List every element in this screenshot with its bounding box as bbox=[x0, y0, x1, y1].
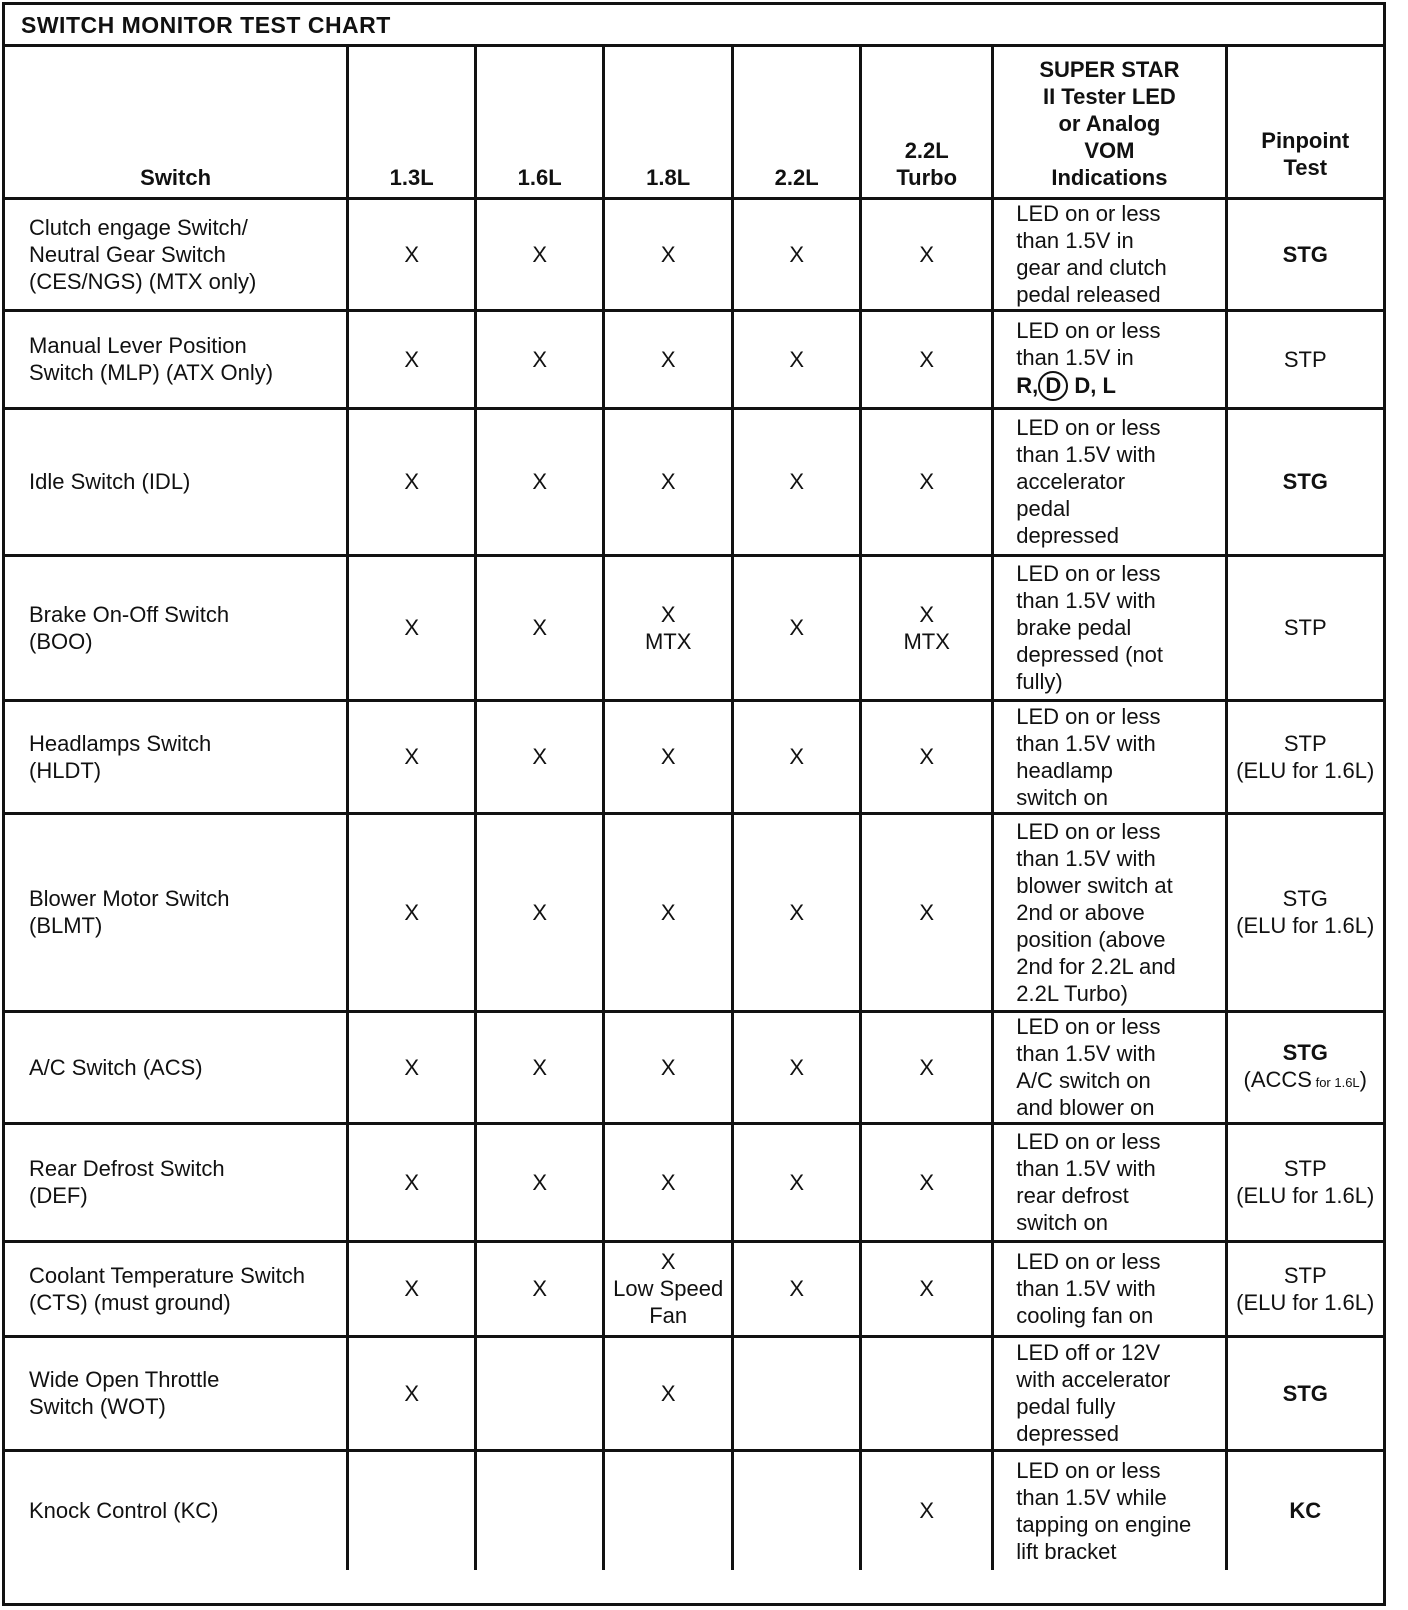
led-indication-cell bbox=[993, 1241, 1226, 1336]
applies-mark: X bbox=[404, 346, 420, 372]
pinpoint-test-cell bbox=[1226, 1450, 1383, 1570]
applies-mark: X bbox=[660, 346, 676, 372]
switch-name-cell bbox=[5, 1123, 348, 1241]
pinpoint-line: STG bbox=[1282, 241, 1328, 267]
header-switch: Switch bbox=[5, 47, 348, 198]
led-indication-line: 2nd or above bbox=[1016, 899, 1145, 925]
switch-name-line: (BOO) bbox=[29, 628, 93, 654]
led-indication-line: switch on bbox=[1016, 1210, 1108, 1235]
applies-mark: X bbox=[532, 1276, 547, 1301]
switch-name-line: Coolant Temperature Switch bbox=[29, 1262, 305, 1288]
engine-cell-2-2l bbox=[733, 1241, 861, 1336]
led-indication-line: A/C switch on bbox=[1016, 1068, 1151, 1093]
led-indication-line: lift bracket bbox=[1016, 1538, 1117, 1564]
header-line: Indications bbox=[1051, 164, 1168, 190]
pinpoint-test-cell bbox=[1226, 198, 1383, 310]
applies-mark: X bbox=[404, 1054, 420, 1080]
header-row bbox=[5, 47, 1383, 198]
switch-name-line: (BLMT) bbox=[29, 913, 103, 938]
header-pinpoint-test bbox=[1226, 47, 1383, 198]
gear-before: R, bbox=[1016, 373, 1039, 398]
switch-name-line: Neutral Gear Switch bbox=[29, 241, 226, 267]
switch-name-cell bbox=[5, 408, 348, 555]
switch-name-cell bbox=[5, 310, 348, 408]
header-line: II Tester LED bbox=[1042, 83, 1176, 109]
engine-cell-1-6l bbox=[476, 1241, 604, 1336]
switch-name-cell bbox=[5, 700, 348, 813]
engine-cell-1-8l bbox=[604, 555, 733, 700]
led-indication-line: than 1.5V with bbox=[1016, 730, 1156, 756]
led-indication-line: LED on or less bbox=[1016, 415, 1161, 440]
applies-mark: X bbox=[660, 1380, 676, 1406]
switch-table bbox=[5, 47, 1383, 1570]
table-row bbox=[5, 1241, 1383, 1336]
led-indication-line: 2.2L Turbo) bbox=[1016, 980, 1128, 1006]
engine-cell-1-8l bbox=[604, 310, 733, 408]
engine-cell-1-3l bbox=[348, 555, 476, 700]
header-line: Turbo bbox=[896, 164, 958, 190]
switch-name-line: Brake On-Off Switch bbox=[29, 601, 230, 627]
switch-name-line: Headlamps Switch bbox=[29, 730, 212, 756]
led-indication-line: than 1.5V with bbox=[1016, 1276, 1156, 1301]
pinpoint-line: STP bbox=[1283, 346, 1327, 372]
engine-cell-2-2l bbox=[733, 1336, 861, 1450]
engine-cell-2-2l bbox=[733, 555, 861, 700]
applies-mark: X bbox=[919, 241, 935, 267]
engine-cell-1-6l bbox=[476, 1336, 604, 1450]
engine-cell-1-6l bbox=[476, 198, 604, 310]
header-line: 2.2L bbox=[904, 137, 949, 163]
switch-name-cell bbox=[5, 555, 348, 700]
switch-name-cell bbox=[5, 1450, 348, 1570]
applies-mark: X bbox=[919, 1054, 935, 1080]
engine-cell-1-6l bbox=[476, 1011, 604, 1123]
applies-mark: X bbox=[532, 1169, 547, 1195]
applies-mark: X bbox=[404, 899, 420, 925]
engine-cell-2-2l-turbo bbox=[861, 408, 993, 555]
led-indication-line: depressed (not bbox=[1016, 642, 1164, 667]
applies-mark: X bbox=[789, 744, 804, 769]
led-indication-line: rear defrost bbox=[1016, 1183, 1129, 1208]
engine-cell-1-6l bbox=[476, 555, 604, 700]
engine-cell-2-2l-turbo bbox=[861, 1011, 993, 1123]
switch-name-cell bbox=[5, 198, 348, 310]
engine-cell-2-2l-turbo bbox=[861, 1241, 993, 1336]
applies-mark: Low Speed bbox=[613, 1276, 724, 1301]
applies-mark: MTX bbox=[644, 628, 692, 654]
pinpoint-test-cell bbox=[1226, 310, 1383, 408]
led-indication-line: than 1.5V with bbox=[1016, 1041, 1156, 1066]
led-indication-line: gear and clutch bbox=[1016, 255, 1167, 280]
engine-cell-2-2l-turbo bbox=[861, 813, 993, 1011]
led-indication-line: pedal released bbox=[1016, 282, 1161, 307]
applies-mark: X bbox=[532, 899, 547, 925]
engine-cell-2-2l bbox=[733, 700, 861, 813]
engine-cell-1-8l bbox=[604, 1336, 733, 1450]
engine-cell-1-3l bbox=[348, 198, 476, 310]
switch-name-line: Clutch engage Switch/ bbox=[29, 214, 248, 240]
switch-name-line: Manual Lever Position bbox=[29, 333, 247, 358]
led-indication-cell bbox=[993, 1450, 1226, 1570]
pinpoint-line: STG bbox=[1282, 886, 1328, 911]
led-indication-line: 2nd for 2.2L and bbox=[1016, 953, 1176, 979]
applies-mark: X bbox=[660, 1054, 676, 1080]
engine-cell-2-2l bbox=[733, 310, 861, 408]
switch-name-line: Switch (WOT) bbox=[29, 1394, 166, 1419]
applies-mark: Fan bbox=[649, 1303, 688, 1328]
applies-mark: X bbox=[404, 1276, 420, 1301]
circled-gear-d: D bbox=[1038, 371, 1068, 401]
header-line: or Analog bbox=[1058, 110, 1161, 136]
led-indication-line: LED off or 12V bbox=[1016, 1340, 1161, 1365]
applies-mark: X bbox=[789, 1054, 804, 1080]
applies-mark: X bbox=[919, 1498, 935, 1524]
engine-cell-1-3l bbox=[348, 1123, 476, 1241]
switch-name-line: Knock Control (KC) bbox=[29, 1498, 219, 1524]
applies-mark: X bbox=[789, 1276, 804, 1301]
engine-cell-2-2l bbox=[733, 1011, 861, 1123]
pinpoint-line: STG bbox=[1282, 469, 1328, 494]
pinpoint-line: (ELU for 1.6L) bbox=[1236, 913, 1375, 938]
pinpoint-line: STG bbox=[1282, 1039, 1328, 1065]
pinpoint-test-cell bbox=[1226, 1011, 1383, 1123]
led-indication-cell bbox=[993, 1011, 1226, 1123]
pinpoint-line: (ELU for 1.6L) bbox=[1236, 1183, 1375, 1208]
switch-name-line: Idle Switch (IDL) bbox=[29, 469, 191, 494]
applies-mark: X bbox=[532, 1054, 547, 1080]
led-indication-line: than 1.5V with bbox=[1016, 442, 1156, 467]
applies-mark: X bbox=[919, 1276, 935, 1301]
led-indication-line: depressed bbox=[1016, 523, 1120, 548]
applies-mark: X bbox=[789, 346, 804, 372]
table-row bbox=[5, 700, 1383, 813]
applies-mark: X bbox=[660, 744, 676, 769]
applies-mark: X bbox=[404, 615, 420, 640]
led-indication-line: than 1.5V with bbox=[1016, 845, 1156, 871]
applies-mark: X bbox=[532, 744, 547, 769]
applies-mark: MTX bbox=[903, 628, 950, 654]
pinpoint-line: STP bbox=[1283, 615, 1327, 640]
applies-mark: X bbox=[660, 469, 676, 494]
switch-name-line: Wide Open Throttle bbox=[29, 1367, 220, 1392]
applies-mark: X bbox=[789, 241, 804, 267]
applies-mark: X bbox=[404, 469, 420, 494]
applies-mark: X bbox=[789, 615, 804, 640]
applies-mark: X bbox=[919, 744, 935, 769]
engine-cell-1-3l bbox=[348, 813, 476, 1011]
applies-mark: X bbox=[789, 899, 804, 925]
pinpoint-line: KC bbox=[1289, 1498, 1322, 1524]
engine-cell-2-2l-turbo bbox=[861, 700, 993, 813]
applies-mark: X bbox=[404, 1380, 420, 1406]
engine-cell-2-2l bbox=[733, 198, 861, 310]
pinpoint-test-cell bbox=[1226, 1241, 1383, 1336]
engine-cell-1-8l bbox=[604, 198, 733, 310]
pinpoint-test-cell bbox=[1226, 555, 1383, 700]
gear-after: D, L bbox=[1068, 373, 1116, 398]
led-indication-line: accelerator bbox=[1016, 469, 1126, 494]
engine-cell-1-3l bbox=[348, 408, 476, 555]
header-2-2l: 2.2L bbox=[733, 47, 861, 198]
gear-positions bbox=[1016, 371, 1220, 401]
engine-cell-2-2l-turbo bbox=[861, 1336, 993, 1450]
led-indication-line: LED on or less bbox=[1016, 1249, 1161, 1274]
applies-mark: X bbox=[919, 1169, 935, 1195]
table-row bbox=[5, 1336, 1383, 1450]
led-indication-line: LED on or less bbox=[1016, 561, 1161, 586]
applies-mark: X bbox=[532, 241, 547, 267]
engine-cell-2-2l-turbo bbox=[861, 1123, 993, 1241]
engine-cell-1-6l bbox=[476, 310, 604, 408]
led-indication-line: fully) bbox=[1016, 669, 1063, 694]
engine-cell-1-6l bbox=[476, 1123, 604, 1241]
header-line: Pinpoint bbox=[1261, 127, 1350, 153]
led-indication-line: LED on or less bbox=[1016, 1457, 1161, 1483]
switch-monitor-test-chart bbox=[2, 2, 1386, 1606]
engine-cell-2-2l-turbo bbox=[861, 555, 993, 700]
pinpoint-line: STP bbox=[1283, 1156, 1327, 1181]
switch-name-line: A/C Switch (ACS) bbox=[29, 1054, 203, 1080]
header-1-6l: 1.6L bbox=[476, 47, 604, 198]
engine-cell-1-8l bbox=[604, 1123, 733, 1241]
header-1-3l: 1.3L bbox=[348, 47, 476, 198]
table-row bbox=[5, 1450, 1383, 1570]
pinpoint-test-cell bbox=[1226, 700, 1383, 813]
engine-cell-1-6l bbox=[476, 700, 604, 813]
led-indication-line: tapping on engine bbox=[1016, 1511, 1192, 1537]
header-line: SUPER STAR bbox=[1039, 56, 1180, 82]
table-row bbox=[5, 310, 1383, 408]
table-row bbox=[5, 198, 1383, 310]
header-line: Test bbox=[1283, 154, 1328, 180]
applies-mark: X bbox=[660, 899, 676, 925]
pinpoint-small-note: for 1.6L bbox=[1311, 1074, 1360, 1090]
led-indication-line: LED on or less bbox=[1016, 818, 1161, 844]
led-indication-line: headlamp bbox=[1016, 757, 1113, 783]
engine-cell-2-2l-turbo bbox=[861, 310, 993, 408]
pinpoint-test-cell bbox=[1226, 813, 1383, 1011]
led-indication-line: LED on or less bbox=[1016, 1014, 1161, 1039]
applies-mark: X bbox=[532, 469, 547, 494]
led-indication-cell bbox=[993, 408, 1226, 555]
engine-cell-1-3l bbox=[348, 1336, 476, 1450]
led-indication-line: position (above bbox=[1016, 926, 1166, 952]
led-indication-line: cooling fan on bbox=[1016, 1303, 1154, 1328]
led-indication-line: than 1.5V with bbox=[1016, 588, 1156, 613]
switch-name-line: (CES/NGS) (MTX only) bbox=[29, 268, 257, 294]
chart-title: SWITCH MONITOR TEST CHART bbox=[5, 5, 1383, 47]
pinpoint-line: STP bbox=[1283, 1262, 1327, 1288]
engine-cell-1-8l bbox=[604, 408, 733, 555]
led-indication-line: than 1.5V in bbox=[1016, 228, 1134, 253]
applies-mark: X bbox=[789, 1169, 804, 1195]
led-indication-cell bbox=[993, 813, 1226, 1011]
engine-cell-1-8l bbox=[604, 813, 733, 1011]
switch-name-line: Rear Defrost Switch bbox=[29, 1156, 225, 1181]
switch-name-line: Switch (MLP) (ATX Only) bbox=[29, 360, 274, 385]
engine-cell-1-6l bbox=[476, 408, 604, 555]
engine-cell-2-2l bbox=[733, 1123, 861, 1241]
applies-mark: X bbox=[919, 346, 935, 372]
applies-mark: X bbox=[660, 1169, 676, 1195]
table-row bbox=[5, 1011, 1383, 1123]
engine-cell-1-3l bbox=[348, 700, 476, 813]
applies-mark: X bbox=[919, 469, 935, 494]
engine-cell-1-3l bbox=[348, 1241, 476, 1336]
switch-name-cell bbox=[5, 1336, 348, 1450]
led-indication-line: and blower on bbox=[1016, 1095, 1155, 1120]
header-2-2l-turbo bbox=[861, 47, 993, 198]
led-indication-line: depressed bbox=[1016, 1421, 1120, 1446]
led-indication-line: pedal fully bbox=[1016, 1394, 1116, 1419]
header-line: VOM bbox=[1084, 137, 1135, 163]
engine-cell-1-3l bbox=[348, 1011, 476, 1123]
pinpoint-test-cell bbox=[1226, 1123, 1383, 1241]
led-indication-cell bbox=[993, 198, 1226, 310]
applies-mark: X bbox=[404, 1169, 420, 1195]
engine-cell-1-8l bbox=[604, 1011, 733, 1123]
engine-cell-1-3l bbox=[348, 310, 476, 408]
applies-mark: X bbox=[919, 601, 935, 627]
applies-mark: X bbox=[404, 744, 420, 769]
led-indication-line: than 1.5V while bbox=[1016, 1484, 1167, 1510]
applies-mark: X bbox=[532, 615, 547, 640]
led-indication-cell bbox=[993, 555, 1226, 700]
pinpoint-line: (ELU for 1.6L) bbox=[1236, 1289, 1375, 1315]
led-indication-line: blower switch at bbox=[1016, 872, 1173, 898]
engine-cell-1-8l bbox=[604, 1450, 733, 1570]
switch-name-line: (CTS) (must ground) bbox=[29, 1289, 231, 1315]
applies-mark: X bbox=[404, 241, 420, 267]
engine-cell-1-6l bbox=[476, 1450, 604, 1570]
engine-cell-1-8l bbox=[604, 700, 733, 813]
led-indication-line: switch on bbox=[1016, 784, 1108, 810]
led-indication-line: brake pedal bbox=[1016, 615, 1132, 640]
table-row bbox=[5, 408, 1383, 555]
applies-mark: X bbox=[660, 241, 676, 267]
pinpoint-line: STP bbox=[1283, 730, 1327, 756]
led-indication-line: pedal bbox=[1016, 496, 1071, 521]
led-indication-line: LED on or less bbox=[1016, 1129, 1161, 1154]
applies-mark: X bbox=[660, 1249, 676, 1274]
applies-mark: X bbox=[532, 346, 547, 372]
led-indication-line: LED on or less bbox=[1016, 318, 1161, 343]
switch-name-line: Blower Motor Switch bbox=[29, 886, 230, 911]
led-indication-line: than 1.5V in bbox=[1016, 345, 1134, 370]
pinpoint-test-cell bbox=[1226, 408, 1383, 555]
switch-name-line: (DEF) bbox=[29, 1183, 88, 1208]
table-row bbox=[5, 555, 1383, 700]
engine-cell-2-2l bbox=[733, 813, 861, 1011]
engine-cell-1-8l bbox=[604, 1241, 733, 1336]
led-indication-cell bbox=[993, 310, 1226, 408]
led-indication-cell bbox=[993, 1123, 1226, 1241]
engine-cell-2-2l-turbo bbox=[861, 1450, 993, 1570]
table-row bbox=[5, 813, 1383, 1011]
applies-mark: X bbox=[789, 469, 804, 494]
led-indication-line: LED on or less bbox=[1016, 201, 1161, 226]
pinpoint-line: STG bbox=[1282, 1380, 1328, 1406]
switch-name-cell bbox=[5, 1011, 348, 1123]
led-indication-line: with accelerator bbox=[1016, 1367, 1171, 1392]
led-indication-line: LED on or less bbox=[1016, 703, 1161, 729]
header-1-8l: 1.8L bbox=[604, 47, 733, 198]
engine-cell-1-6l bbox=[476, 813, 604, 1011]
header-led-indications bbox=[993, 47, 1226, 198]
switch-name-cell bbox=[5, 813, 348, 1011]
applies-mark: X bbox=[919, 899, 935, 925]
pinpoint-line: (ACCS for 1.6L) bbox=[1243, 1066, 1367, 1092]
led-indication-cell bbox=[993, 1336, 1226, 1450]
engine-cell-2-2l bbox=[733, 1450, 861, 1570]
applies-mark: X bbox=[660, 601, 676, 627]
engine-cell-2-2l bbox=[733, 408, 861, 555]
switch-name-line: (HLDT) bbox=[29, 757, 102, 783]
engine-cell-1-3l bbox=[348, 1450, 476, 1570]
pinpoint-test-cell bbox=[1226, 1336, 1383, 1450]
led-indication-cell bbox=[993, 700, 1226, 813]
led-indication-line: than 1.5V with bbox=[1016, 1156, 1156, 1181]
table-row bbox=[5, 1123, 1383, 1241]
engine-cell-2-2l-turbo bbox=[861, 198, 993, 310]
pinpoint-line: (ELU for 1.6L) bbox=[1236, 757, 1375, 783]
switch-name-cell bbox=[5, 1241, 348, 1336]
